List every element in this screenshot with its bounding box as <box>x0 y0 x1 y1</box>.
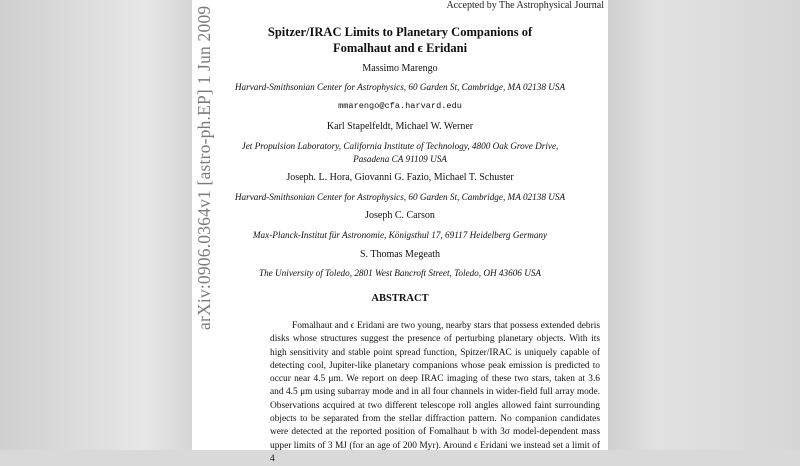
affiliation-2-line-2: Pasadena CA 91109 USA <box>353 154 447 164</box>
author-5: S. Thomas Megeath <box>359 249 441 260</box>
affiliation-2 <box>192 140 608 166</box>
author-3: Joseph. L. Hora, Giovanni G. Fazio, Michael T. Schuster <box>286 172 514 183</box>
author-2: Karl Stapelfeldt, Michael W. Werner <box>326 121 474 132</box>
affiliation-1: Harvard-Smithsonian Center for Astrophysics, 60 Garden St, Cambridge, MA 02138 USA <box>234 82 566 92</box>
author-1: Massimo Marengo <box>362 63 438 74</box>
abstract-heading: ABSTRACT <box>371 293 429 304</box>
acceptance-note: Accepted by The Astrophysical Journal <box>446 0 604 11</box>
affiliation-3: Harvard-Smithsonian Center for Astrophysics, 60 Garden St, Cambridge, MA 02138 USA <box>234 192 566 202</box>
paper-page <box>192 0 608 464</box>
author-4: Joseph C. Carson <box>365 210 435 221</box>
affiliation-5: The University of Toledo, 2801 West Bancroft Street, Toledo, OH 43606 USA <box>258 268 542 278</box>
title-line-1: Spitzer/IRAC Limits to Planetary Companions of <box>267 25 533 39</box>
author-email: mmarengo@cfa.harvard.edu <box>338 101 462 111</box>
paper-title <box>192 24 608 56</box>
title-line-2: Fomalhaut and ϵ Eridani <box>332 41 468 55</box>
affiliation-2-line-1: Jet Propulsion Laboratory, California Institute of Technology, 4800 Oak Grove Drive, <box>241 141 559 151</box>
affiliation-4: Max-Planck-Institut für Astronomie, Königsthul 17, 69117 Heidelberg Germany <box>252 230 548 240</box>
abstract-body: Fomalhaut and ϵ Eridani are two young, nearby stars that possess extended debris disks whose structures suggest the presence of perturbing planetary objects. With its high sensitivity and stable point spread function, Spitzer/IRAC is uniquely capable of detecting cool, Jupiter-like planetary companions whose peak emission is predicted to occur near 4.5 μm. We report on deep IRAC imaging of these two stars, taken at 3.6 and 4.5 μm using subarray mode and in all four channels in wider-field full array mode. Observations acquired at two different telescope roll angles allowed faint surrounding objects to be separated from the stellar diffraction pattern. No companion candidates were detected at the reported position of Fomalhaut b with 3σ model-dependent mass upper limits of 3 MJ (for an age of 200 Myr). Around ϵ Eridani we instead set a limit of 4 <box>270 321 600 464</box>
arxiv-identifier: arXiv:0906.0364v1 [astro-ph.EP] 1 Jun 2009 <box>194 5 214 330</box>
